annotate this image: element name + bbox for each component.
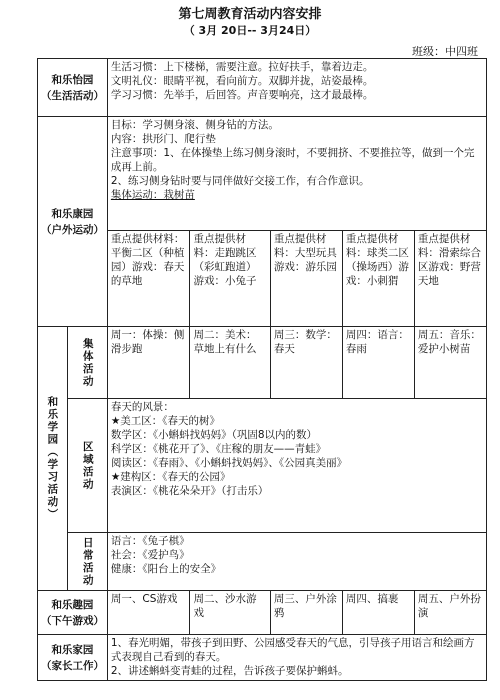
group-row (38, 327, 487, 399)
afternoon-day: 周五、户外扮演 (414, 591, 486, 635)
life-line: 文明礼仪：眼睛平视，看向前方。双脚并拢，站姿最棒。 (110, 75, 374, 87)
daily-row (38, 533, 487, 591)
outdoor-content (107, 117, 486, 231)
group-day: 周三：数学：春天 (270, 327, 342, 399)
material-cell: 重点提供材料：平衡二区（种植园）游戏：春天的草地 (107, 231, 190, 327)
afternoon-row (38, 591, 487, 635)
outdoor-label: 和乐康园（户外运动） (38, 117, 108, 327)
daily-line: 健康：《阳台上的安全》 (110, 563, 222, 575)
group-day: 周四：语言：春雨 (342, 327, 414, 399)
area-line: 数学区：《小蝌蚪找妈妈》（巩固8以内的数） (110, 429, 318, 441)
material-cell: 重点提供材料：球类二区（操场西）游戏：小刺猬 (342, 231, 414, 327)
afternoon-label: 和乐趣园（下午游戏） (38, 591, 108, 635)
outdoor-row (38, 117, 487, 231)
group-day: 周五：音乐：爱护小树苗 (414, 327, 486, 399)
group-label (67, 327, 107, 399)
area-line: 阅读区：《春雨》、《小蝌蚪找妈妈》、《公园真美丽》 (110, 457, 348, 469)
life-line: 学习习惯：先举手，后回答。声音要响亮，这才最最棒。 (110, 89, 374, 101)
schedule-table (37, 58, 487, 681)
daily-content (107, 533, 486, 591)
material-cell: 重点提供材料：走跑跳区（彩虹跑道）游戏：小兔子 (190, 231, 270, 327)
life-content (107, 59, 486, 117)
group-day: 周一：体操：侧滑步跑 (107, 327, 190, 399)
life-line: 生活习惯：上下楼梯，需要注意。拉好扶手，靠着边走。 (110, 61, 374, 73)
material-cell: 重点提供材料：大型玩具游戏：游乐园 (270, 231, 342, 327)
area-line: ★美工区：《春天的树》 (110, 415, 221, 427)
outdoor-line: 注意事项：1、在体操垫上练习侧身滚时，不要拥挤、不要推拉等，做到一个完成再上前。 (110, 147, 475, 173)
afternoon-day: 周一、CS游戏 (107, 591, 190, 635)
daily-line: 社会：《爱护鸟》 (110, 549, 190, 561)
area-line: 表演区：《桃花朵朵开》（打击乐） (110, 485, 269, 497)
study-label-text: 和乐学园（学习活动） (46, 396, 59, 521)
afternoon-day: 周三、户外涂鸦 (270, 591, 342, 635)
outdoor-line: 目标：学习侧身滚、侧身钻的方法。 (110, 119, 279, 131)
page-title: 第七周教育活动内容安排 (178, 7, 322, 22)
home-row (38, 635, 487, 681)
life-row (38, 59, 487, 117)
home-content (107, 635, 486, 681)
daily-label (67, 533, 107, 591)
home-line: 1、春光明媚，带孩子到田野、公园感受春天的气息，引导孩子用语言和绘画方式表现自己看到的春天。 (110, 637, 475, 663)
area-label-text: 区域活动 (81, 440, 94, 491)
material-cell: 重点提供材料：滑索综合区游戏：野营天地 (414, 231, 486, 327)
home-label: 和乐家园（家长工作） (38, 635, 108, 681)
area-label (67, 399, 107, 533)
date-range: （ 3月 20日-- 3月24日） (183, 24, 317, 37)
daily-line: 语言：《兔子棋》 (110, 535, 190, 547)
area-row (38, 399, 487, 533)
group-day: 周二：美术：草地上有什么 (190, 327, 270, 399)
area-line: 春天的风景： (110, 401, 174, 413)
area-content (107, 399, 486, 533)
outdoor-line: 集体运动：栽树苗 (110, 189, 195, 201)
daily-label-text: 日常活动 (81, 536, 94, 587)
home-line: 2、讲述蝌蚪变青蛙的过程，告诉孩子要保护蝌蚪。 (110, 665, 349, 677)
afternoon-day: 周二、沙水游戏 (190, 591, 270, 635)
life-label: 和乐怡园（生活活动） (38, 59, 108, 117)
area-line: 科学区：《桃花开了》、《庄稼的朋友——青蛙》 (110, 443, 327, 455)
afternoon-day: 周四、搞裹 (342, 591, 414, 635)
outdoor-line: 2、练习侧身钻时要与同伴做好交接工作，有合作意识。 (110, 175, 370, 187)
class-label: 班级：中四班 (412, 45, 478, 58)
study-label (38, 327, 68, 591)
group-label-text: 集体活动 (81, 337, 94, 388)
area-line: ★建构区：《春天的公园》 (110, 471, 231, 483)
outdoor-line: 内容：拱形门、爬行垫 (110, 133, 216, 145)
